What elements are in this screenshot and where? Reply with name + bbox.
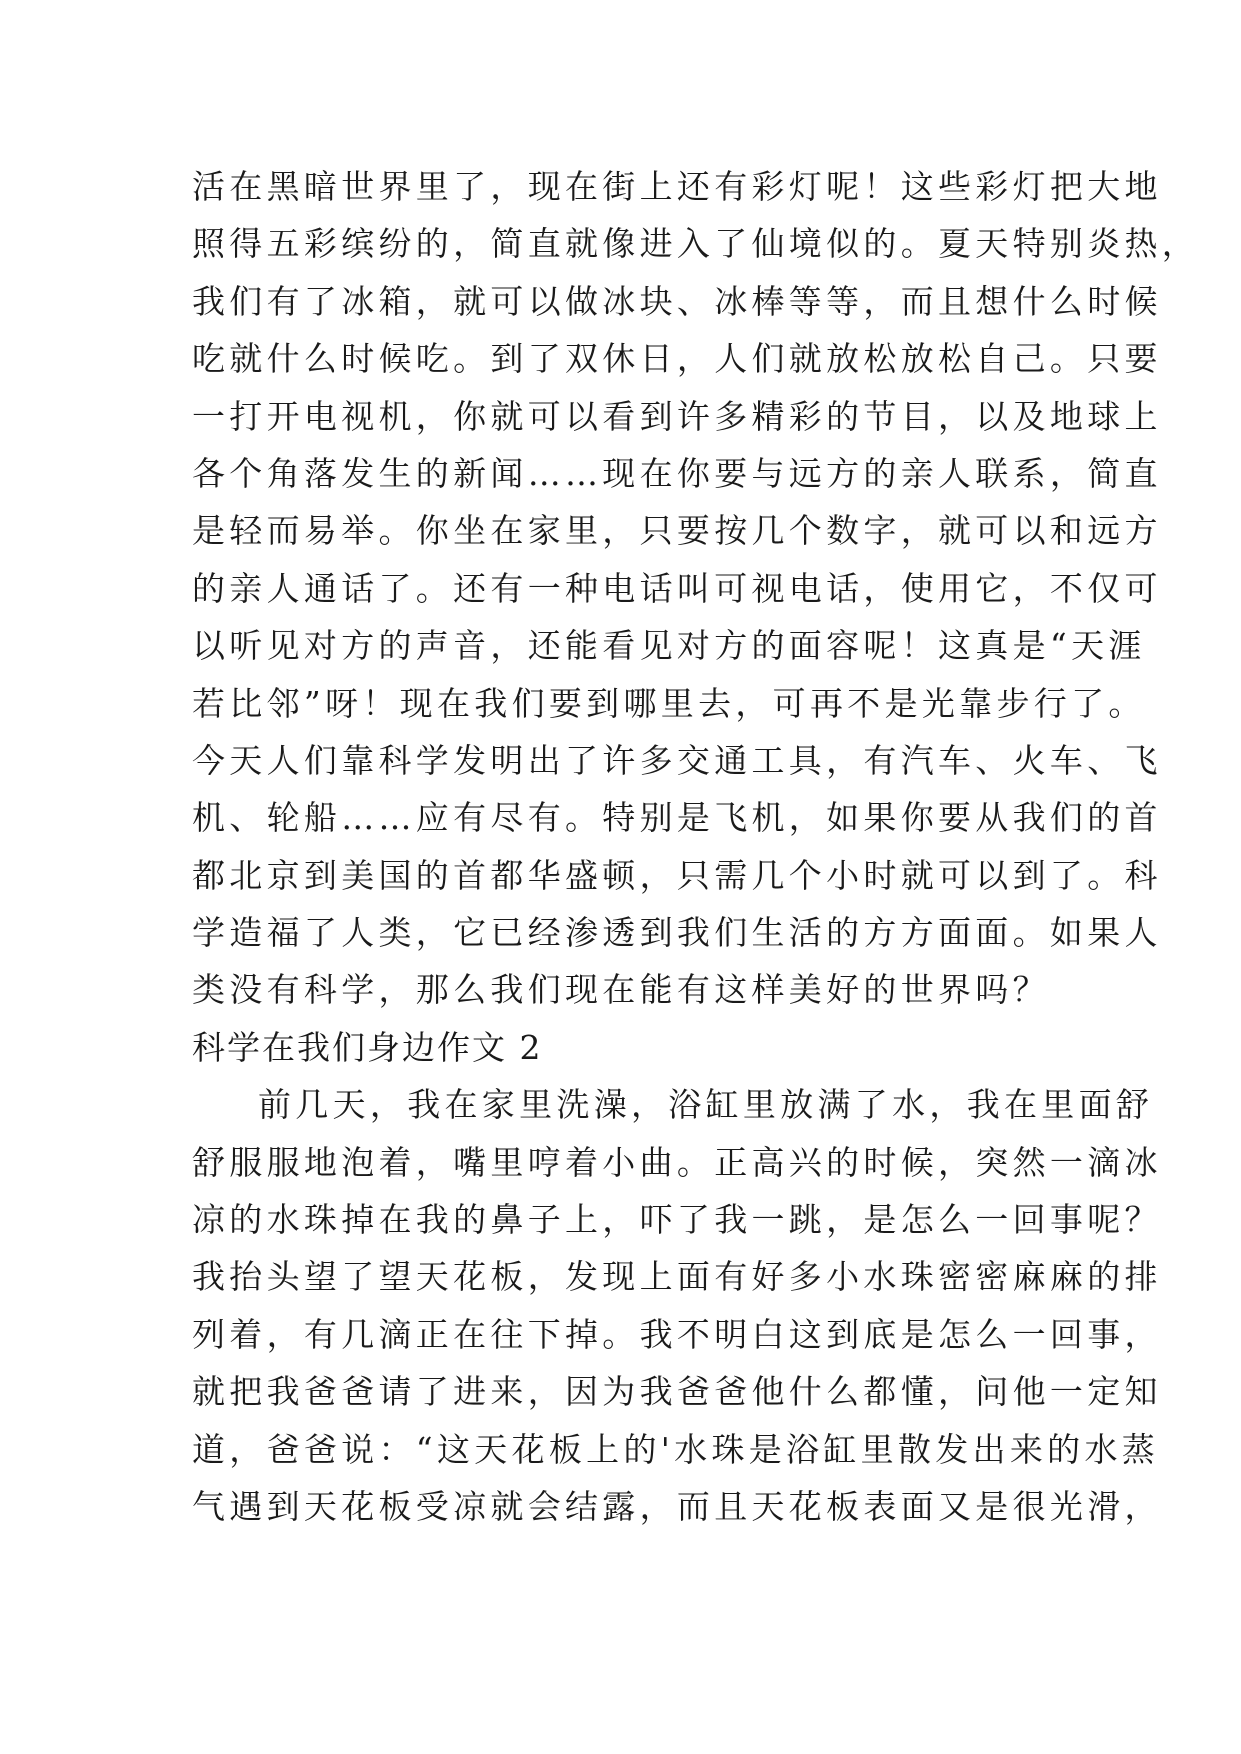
text-line: 照得五彩缤纷的，简直就像进入了仙境似的。夏天特别炎热， [192,224,1200,264]
text-line: 前几天，我在家里洗澡，浴缸里放满了水，我在里面舒 [258,1085,1154,1125]
section-heading: 科学在我们身边作文 2 [192,1027,543,1067]
text-line: 一打开电视机，你就可以看到许多精彩的节目，以及地球上 [192,396,1162,436]
text-line: 道，爸爸说：“这天花板上的'水珠是浴缸里散发出来的水蒸 [192,1429,1160,1469]
text-line: 各个角落发生的新闻……现在你要与远方的亲人联系，简直 [192,453,1162,493]
text-line: 就把我爸爸请了进来，因为我爸爸他什么都懂，问他一定知 [192,1372,1162,1412]
text-line: 我们有了冰箱，就可以做冰块、冰棒等等，而且想什么时候 [192,281,1162,321]
paragraph-2 [192,1076,1162,1535]
text-line: 是轻而易举。你坐在家里，只要按几个数字，就可以和远方 [192,511,1162,551]
text-line: 今天人们靠科学发明出了许多交通工具，有汽车、火车、飞 [192,740,1162,780]
text-line: 类没有科学，那么我们现在能有这样美好的世界吗？ [192,970,1050,1010]
paragraph-1 [192,158,1200,1019]
text-line: 列着，有几滴正在往下掉。我不明白这到底是怎么一回事， [192,1314,1162,1354]
text-line: 以听见对方的声音，还能看见对方的面容呢！这真是“天涯 [192,626,1146,666]
text-line: 我抬头望了望天花板，发现上面有好多小水珠密密麻麻的排 [192,1257,1162,1297]
text-line: 都北京到美国的首都华盛顿，只需几个小时就可以到了。科 [192,855,1162,895]
text-line: 吃就什么时候吃。到了双休日，人们就放松放松自己。只要 [192,339,1162,379]
text-line: 机、轮船……应有尽有。特别是飞机，如果你要从我们的首 [192,798,1162,838]
text-line: 若比邻”呀！现在我们要到哪里去，可再不是光靠步行了。 [192,683,1146,723]
text-line: 舒服服地泡着，嘴里哼着小曲。正高兴的时候，突然一滴冰 [192,1142,1162,1182]
document-body [192,158,1200,1535]
text-line: 凉的水珠掉在我的鼻子上，吓了我一跳，是怎么一回事呢？ [192,1200,1162,1240]
text-line: 气遇到天花板受凉就会结露，而且天花板表面又是很光滑， [192,1486,1162,1526]
text-line: 学造福了人类，它已经渗透到我们生活的方方面面。如果人 [192,913,1162,953]
text-line: 活在黑暗世界里了，现在街上还有彩灯呢！这些彩灯把大地 [192,167,1162,206]
text-line: 的亲人通话了。还有一种电话叫可视电话，使用它，不仅可 [192,568,1162,608]
